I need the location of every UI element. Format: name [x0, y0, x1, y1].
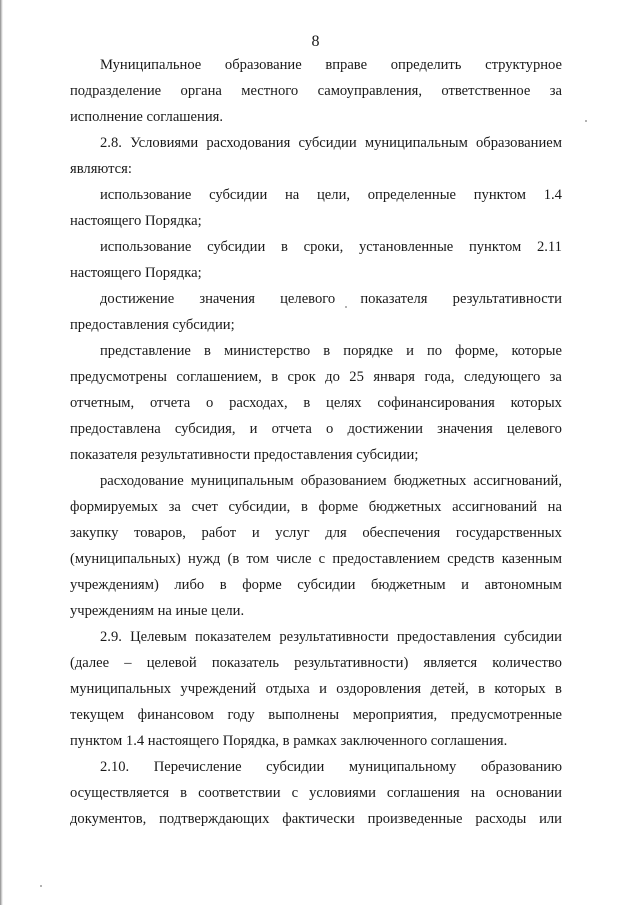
- word: расходы: [475, 811, 527, 827]
- word: расходование: [100, 473, 184, 489]
- word: оздоровления: [336, 681, 422, 697]
- word: 2.9.: [100, 629, 122, 645]
- word: муниципальных: [70, 681, 172, 697]
- word: определенные: [367, 187, 457, 203]
- text-line: [100, 239, 562, 256]
- word: 2.11: [536, 239, 562, 255]
- word: 25: [349, 369, 364, 385]
- text-line: [100, 343, 562, 360]
- word: структурное: [485, 57, 562, 73]
- word: целевой: [146, 655, 197, 671]
- word: том: [246, 551, 269, 567]
- word: (далее: [70, 655, 110, 671]
- word: фактически: [282, 811, 355, 827]
- word: на: [284, 187, 300, 203]
- word: представление: [100, 343, 191, 359]
- word: следующего: [463, 369, 541, 385]
- scan-speck: [40, 885, 42, 887]
- word: субсидии: [503, 629, 562, 645]
- word: форме: [318, 499, 359, 515]
- word: либо: [174, 577, 205, 593]
- word: на: [470, 785, 486, 801]
- word: целевого: [506, 421, 562, 437]
- text-line: [100, 473, 562, 490]
- scan-speck: [345, 306, 347, 308]
- word: цели,: [317, 187, 351, 203]
- word: отчета: [271, 421, 312, 437]
- word: в: [478, 681, 485, 697]
- word: и: [319, 681, 327, 697]
- word: пунктом: [468, 239, 522, 255]
- word: пунктом: [473, 187, 526, 203]
- word: достижении: [347, 421, 423, 437]
- text-line: [70, 811, 562, 828]
- word: товаров,: [134, 525, 186, 541]
- word: 2.10.: [100, 759, 130, 775]
- word: Муниципальное: [100, 57, 202, 73]
- word: результативности): [294, 655, 409, 671]
- word: муниципальным: [364, 135, 468, 151]
- word: форме,: [455, 343, 499, 359]
- word: местного: [241, 83, 299, 99]
- word: автономным: [484, 577, 562, 593]
- text-line: [70, 421, 562, 438]
- word: Условиями: [130, 135, 199, 151]
- text-line: [100, 759, 562, 776]
- word: Перечисление: [153, 759, 242, 775]
- word: о: [326, 421, 334, 437]
- word: бюджетных: [368, 499, 442, 515]
- word: результативности: [279, 629, 389, 645]
- word: ответственное: [441, 83, 531, 99]
- word: достижение: [100, 291, 175, 307]
- word: самоуправления,: [317, 83, 422, 99]
- word: является: [423, 655, 478, 671]
- word: субсидии: [297, 577, 356, 593]
- text-line: [70, 681, 562, 698]
- text-line: [100, 629, 562, 646]
- word: предоставлением: [332, 551, 441, 567]
- word: формируемых: [70, 499, 158, 515]
- word: муниципальным: [190, 473, 294, 489]
- word: расходования: [206, 135, 291, 151]
- word: количество: [492, 655, 562, 671]
- word: соглашением,: [176, 369, 262, 385]
- word: в: [203, 343, 211, 359]
- word: в: [303, 395, 311, 411]
- word: показатель: [211, 655, 279, 671]
- text-line: показателя результативности предоставления субсидии;: [70, 447, 419, 463]
- word: в: [280, 239, 288, 255]
- word: и: [249, 421, 258, 437]
- text-line: предоставления субсидии;: [70, 317, 235, 333]
- word: которых: [510, 395, 562, 411]
- word: государственных: [455, 525, 562, 541]
- word: за: [168, 499, 181, 515]
- scan-speck: [585, 120, 587, 122]
- word: ассигнований,: [473, 473, 562, 489]
- word: года,: [424, 369, 455, 385]
- word: казенным: [501, 551, 562, 567]
- text-line: [70, 577, 562, 594]
- word: января: [373, 369, 416, 385]
- word: до: [325, 369, 340, 385]
- word: целевого: [280, 291, 336, 307]
- text-line: [70, 83, 562, 100]
- text-line: [70, 655, 562, 672]
- word: числе: [276, 551, 312, 567]
- word: и: [251, 525, 260, 541]
- text-line: [70, 785, 562, 802]
- word: результативности: [452, 291, 562, 307]
- word: сроки,: [303, 239, 344, 255]
- word: отдыха: [265, 681, 310, 697]
- word: которых: [494, 681, 546, 697]
- word: для: [325, 525, 347, 541]
- word: –: [124, 655, 132, 671]
- word: и: [461, 577, 469, 593]
- word: осуществляется: [70, 785, 170, 801]
- word: счет: [191, 499, 218, 515]
- word: подразделение: [70, 83, 162, 99]
- text-line: являются:: [70, 161, 132, 177]
- word: показателя: [360, 291, 428, 307]
- word: учреждениям): [70, 577, 159, 593]
- word: срок: [287, 369, 316, 385]
- word: с: [318, 551, 326, 567]
- word: финансовом: [137, 707, 214, 723]
- word: образованию: [480, 759, 562, 775]
- word: предоставлена: [70, 421, 161, 437]
- word: с: [291, 785, 299, 801]
- word: использование: [100, 187, 192, 203]
- word: министерство: [223, 343, 311, 359]
- word: вправе: [325, 57, 368, 73]
- word: отчета: [149, 395, 191, 411]
- text-line: учреждениям на иные цели.: [70, 603, 245, 619]
- word: использование: [100, 239, 192, 255]
- word: году: [227, 707, 255, 723]
- word: в: [555, 681, 562, 697]
- word: форме: [242, 577, 282, 593]
- word: документов,: [70, 811, 147, 827]
- word: установленные: [358, 239, 454, 255]
- scan-edge: [0, 0, 3, 905]
- word: на: [547, 499, 562, 515]
- word: произведенные: [367, 811, 463, 827]
- word: (муниципальных): [70, 551, 181, 567]
- word: субсидия,: [174, 421, 236, 437]
- text-line: [70, 499, 562, 516]
- text-line: пунктом 1.4 настоящего Порядка, в рамках заключенного соглашения.: [70, 733, 508, 749]
- text-line: [70, 369, 562, 386]
- page-number: 8: [311, 33, 320, 50]
- word: соглашения: [386, 785, 460, 801]
- word: основании: [496, 785, 562, 801]
- text-line: [100, 57, 562, 74]
- word: предусмотрены: [70, 369, 167, 385]
- text-line: [100, 291, 562, 308]
- word: нужд: [187, 551, 221, 567]
- word: показателем: [194, 629, 272, 645]
- word: органа: [180, 83, 222, 99]
- word: субсидии: [209, 187, 268, 203]
- word: подтверждающих: [159, 811, 270, 827]
- word: субсидии,: [228, 499, 291, 515]
- text-line: настоящего Порядка;: [70, 265, 202, 281]
- text-line: [100, 135, 562, 152]
- word: за: [549, 369, 562, 385]
- word: значения: [199, 291, 255, 307]
- word: (в: [227, 551, 240, 567]
- word: бюджетных: [393, 473, 467, 489]
- word: в: [300, 499, 308, 515]
- word: целях: [326, 395, 362, 411]
- word: муниципальному: [348, 759, 457, 775]
- text-line: [70, 551, 562, 568]
- word: в: [180, 785, 188, 801]
- word: и: [406, 343, 414, 359]
- word: субсидии: [298, 135, 357, 151]
- word: в: [271, 369, 279, 385]
- text-line: настоящего Порядка;: [70, 213, 202, 229]
- text-line: [70, 707, 562, 724]
- word: текущем: [70, 707, 124, 723]
- word: субсидии: [266, 759, 325, 775]
- word: образованием: [476, 135, 562, 151]
- word: соответствии: [198, 785, 281, 801]
- word: условиями: [309, 785, 376, 801]
- word: отчетным,: [70, 395, 135, 411]
- word: мероприятия,: [352, 707, 438, 723]
- word: в: [323, 343, 331, 359]
- word: по: [426, 343, 443, 359]
- word: обеспечения: [362, 525, 441, 541]
- word: Целевым: [130, 629, 187, 645]
- word: детей,: [430, 681, 469, 697]
- word: расходах,: [229, 395, 288, 411]
- word: софинансирования: [377, 395, 495, 411]
- word: о: [206, 395, 214, 411]
- word: предусмотренные: [450, 707, 562, 723]
- text-line: исполнение соглашения.: [70, 109, 223, 125]
- word: определить: [390, 57, 462, 73]
- word: образованием: [300, 473, 387, 489]
- word: в: [219, 577, 227, 593]
- word: выполнены: [268, 707, 340, 723]
- word: 2.8.: [100, 135, 122, 151]
- word: предоставления: [396, 629, 496, 645]
- word: за: [549, 83, 562, 99]
- word: ассигнований: [452, 499, 538, 515]
- word: учреждений: [180, 681, 257, 697]
- word: бюджетным: [371, 577, 446, 593]
- word: услуг: [275, 525, 310, 541]
- word: работ: [201, 525, 237, 541]
- word: средств: [447, 551, 495, 567]
- word: образование: [224, 57, 302, 73]
- word: или: [539, 811, 562, 827]
- word: порядке: [343, 343, 394, 359]
- text-line: [70, 395, 562, 412]
- word: которые: [511, 343, 562, 359]
- word: закупку: [70, 525, 119, 541]
- word: субсидии: [207, 239, 266, 255]
- word: значения: [437, 421, 493, 437]
- word: 1.4: [543, 187, 562, 203]
- text-line: [100, 187, 562, 204]
- text-line: [70, 525, 562, 542]
